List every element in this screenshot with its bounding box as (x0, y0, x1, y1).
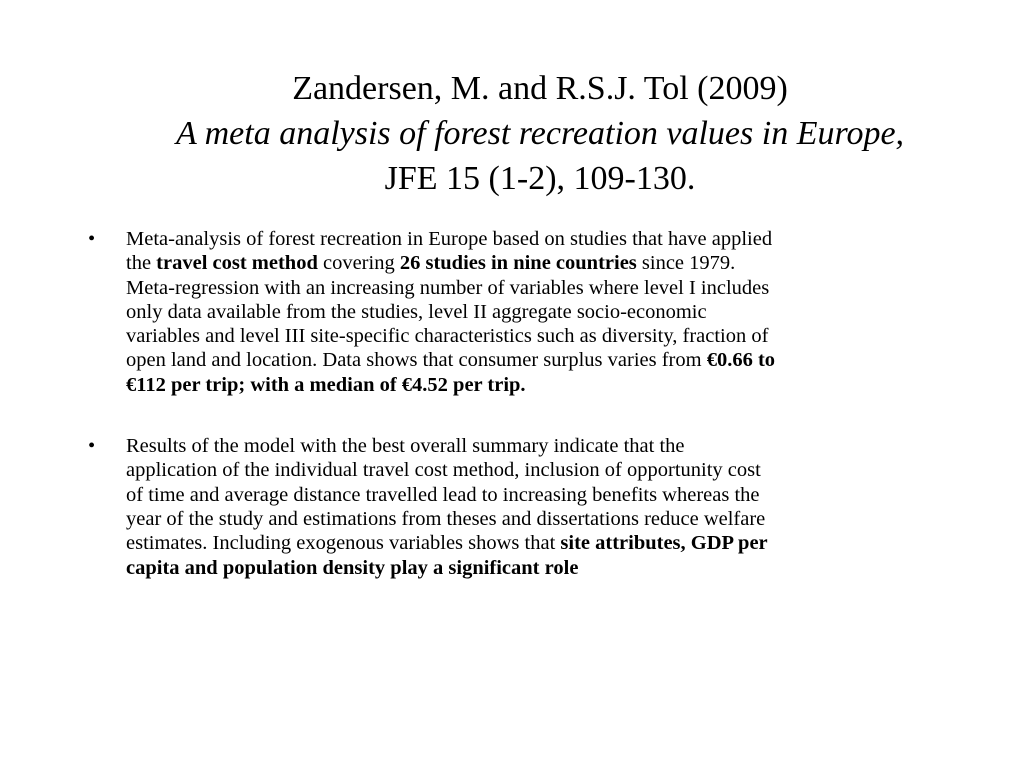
text-run: open land and location. Data shows that consumer surplus varies from (126, 349, 707, 372)
text-line (126, 348, 948, 372)
text-run: the (126, 252, 157, 275)
emphasis-text: €0.66 to (706, 349, 776, 372)
bullet-dot-icon: • (88, 228, 96, 250)
text-line (126, 373, 948, 397)
text-line (126, 556, 948, 580)
bullet-list (88, 227, 948, 580)
text-line: application of the individual travel cost method, inclusion of opportunity cost (126, 459, 761, 482)
text-run: since 1979. (636, 252, 736, 275)
emphasis-text: capita and population density play a significant role (126, 556, 579, 579)
bullet-text (126, 434, 948, 580)
text-line (126, 251, 948, 275)
text-line: only data available from the studies, level II aggregate socio-economic (126, 300, 707, 323)
title-paper-name: A meta analysis of forest recreation values in Europe, (175, 115, 905, 152)
text-line: Meta-regression with an increasing number of variables where level I includes (126, 276, 770, 299)
bullet-text (126, 227, 948, 397)
text-line: variables and level III site-specific characteristics such as diversity, fraction of (126, 325, 769, 348)
text-line (126, 531, 948, 555)
title-authors: Zandersen, M. and R.S.J. Tol (2009) (292, 70, 788, 107)
emphasis-text: travel cost method (156, 252, 318, 275)
emphasis-text: site attributes, GDP per (560, 532, 768, 555)
text-line: Meta-analysis of forest recreation in Europe based on studies that have applied (126, 228, 773, 250)
text-line: Results of the model with the best overall summary indicate that the (126, 435, 685, 458)
text-run: covering (317, 252, 400, 275)
title-journal-ref: JFE 15 (1-2), 109-130. (384, 160, 696, 197)
slide-title (60, 66, 1020, 201)
text-line: of time and average distance travelled lead to increasing benefits whereas the (126, 483, 760, 506)
emphasis-text: 26 studies in nine countries (399, 252, 637, 275)
emphasis-text: €112 per trip; with a median of €4.52 per trip. (126, 373, 526, 396)
text-line: year of the study and estimations from theses and dissertations reduce welfare (126, 507, 766, 530)
text-run: estimates. Including exogenous variables shows that (126, 532, 561, 555)
bullet-item (88, 434, 948, 580)
bullet-item (88, 227, 948, 397)
bullet-dot-icon: • (88, 435, 96, 458)
